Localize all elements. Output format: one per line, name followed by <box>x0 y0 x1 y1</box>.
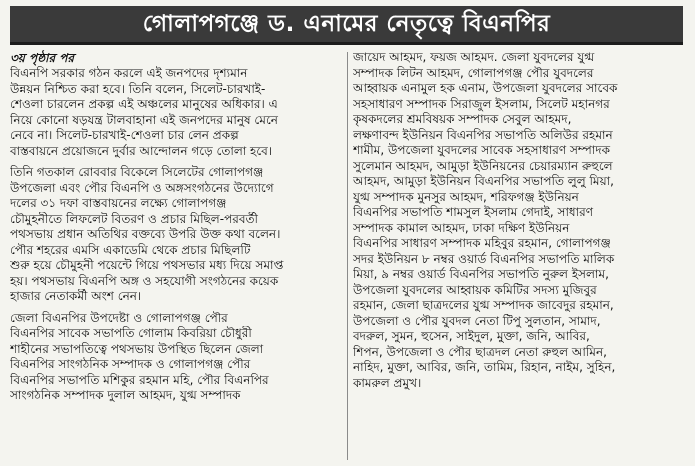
text-line: শামীম, উপজেলা যুবদলের সাবেক সহসাধারণ সম্পাদক <box>353 143 610 157</box>
column-divider <box>347 52 348 460</box>
text-line: নাহিদ, মুক্তা, আবির, জনি, তামিম, রিহান, নাইম, সুহিন, <box>353 360 616 374</box>
left-column <box>10 50 344 464</box>
text-line: আহমদ, আমুড়া ইউনিয়ন বিএনপির সভাপতি লুলু মিয়া, <box>353 174 614 188</box>
text-line: বিএনপির সভাপতি শামসুল ইসলাম গেদাই, সাধারণ <box>353 205 593 219</box>
text-line: শেওলা চারলেন প্রকল্প এই অঞ্চলের মানুষের অধিকার। এ <box>10 97 278 111</box>
headline: গোলাপগঞ্জে ড. এনামের নেতৃত্বে বিএনপির <box>142 11 551 37</box>
text-line: শুরু হয়ে চৌমুহনী পয়েন্টে গিয়ে পথসভার মধ্য দিয়ে সমাপ্ত <box>10 258 284 272</box>
text-line: চৌমুহনীতে লিফলেট বিতরণ ও প্রচার মিছিল-পরবর্তী <box>10 211 258 226</box>
text-line: বাস্তবায়নে প্রয়োজনে দুর্বার আন্দোলন গড়ে তোলা হবে। <box>10 143 273 158</box>
left-column-text <box>10 66 344 404</box>
text-line: রহমান, জেলা ছাত্রদলের যুগ্ম সম্পাদক জাবেদুর রহমান, <box>353 298 614 312</box>
text-line: তিনি গতকাল রোববার বিকেলে সিলেটের গোলাপগঞ্জ <box>10 165 264 179</box>
text-line: সম্পাদক লিটন আহমদ, গোলাপগঞ্জ পৌর যুবদলের <box>353 65 594 80</box>
text-line: হয়। পথসভায় বিএনপি অঙ্গ ও সহযোগী সংগঠনের কয়েক <box>10 273 279 288</box>
text-line: বিএনপির সভাপতি মশিকুর রহমান মহি, পৌর বিএনপির <box>10 372 269 387</box>
text-line: পৌর শহরের এমসি একাডেমি থেকে প্রচার মিছিলটি <box>10 242 251 257</box>
text-line: সুলেমান আহমদ, আমুড়া ইউনিয়নের চেয়ারম্যান রুহুলে <box>353 158 613 173</box>
text-line: হাজার নেতাকর্মী অংশ নেন। <box>10 289 142 303</box>
text-line: বিএনপি সরকার গঠন করলে এই জনপদের দৃশ্যমান <box>10 66 248 80</box>
text-line: নিয়ে কোনো ষড়যন্ত্র টালবাহানা এই জনপদের মানুষ মেনে <box>10 112 278 127</box>
text-line: সম্পাদক কামাল আহমদ, ঢাকা দক্ষিণ ইউনিয়ন <box>353 220 570 235</box>
text-line: কৃষকদলের শ্রমবিষয়ক সম্পাদক সেবুল আহমদ, <box>353 112 572 126</box>
text-line: শাহীনের সভাপতিত্বে পথসভায় উপস্থিত ছিলেন জেলা <box>10 341 264 356</box>
text-line: শিপন, উপজেলা ও পৌর ছাত্রদল নেতা রুহুল আমিন, <box>353 344 607 359</box>
headline-banner <box>10 6 683 45</box>
text-line: জায়েদ আহমদ, ফয়জ আহমদ. জেলা যুবদলের যুগ্ম <box>353 50 595 64</box>
text-line: বদরুল, সুমন, হুসেন, সাইদুল, মুক্তা, জনি, আবির, <box>353 329 590 343</box>
text-line: উপজেলা এবং পৌর বিএনপি ও অঙ্গসংগঠনের উদ্যোগে <box>10 180 274 195</box>
text-line: সাংগঠনিক সম্পাদক দুলাল আহমদ, যুগ্ম সম্পাদক <box>10 388 241 402</box>
text-line: কামরুল প্রমুখ। <box>353 375 422 390</box>
text-line: সদর ইউনিয়ন ৮ নম্বর ওয়ার্ড বিএনপির সভাপতি মালিক <box>353 251 615 266</box>
text-line: যুগ্ম সম্পাদক মুনসুর আহমদ, শরিফগঞ্জ ইউনিয়ন <box>353 189 579 204</box>
text-line: দলের ৩১ দফা বাস্তবায়নের লক্ষ্যে গোলাপগঞ্জ <box>10 196 227 210</box>
text-line: জেলা বিএনপির উপদেষ্টা ও গোলাপগঞ্জ পৌর <box>10 310 228 325</box>
text-line: লক্ষণাবন্দ ইউনিয়ন বিএনপির সভাপতি অলিউর রহমান <box>353 127 613 142</box>
text-line: বিএনপির সাবেক সভাপতি গোলাম কিবরিয়া চৌধুরী <box>10 326 252 340</box>
text-line: আহ্বায়ক এনামুল হক এনাম, উপজেলা যুবদলের সাবেক <box>353 81 618 95</box>
text-line: বিএনপির সাধারণ সম্পাদক মহিবুর রহমান, গোলাপগঞ্জ <box>353 236 611 250</box>
text-line: বিএনপির সাংগঠনিক সম্পাদক ও গোলাপগঞ্জ পৌর <box>10 357 251 371</box>
text-line: মিয়া, ৯ নম্বর ওয়ার্ড বিএনপির সভাপতি নুরুল ইসলাম, <box>353 267 609 281</box>
text-line: উপজেলা ও পৌর যুবদল নেতা টিপু সুলতান, সামাদ, <box>353 313 601 328</box>
text-line: সহসাধারণ সম্পাদক সিরাজুল ইসলাম, সিলেট মহানগর <box>353 96 610 111</box>
text-line: নেবে না। সিলেট-চারখাই-শেওলা চার লেন প্রকল্প <box>10 128 239 142</box>
continued-from-label: ৩য় পৃষ্ঠার পর <box>10 51 75 65</box>
text-line: উপজেলা যুবদলের আহ্বায়ক কমিটির সদস্য মুজিবুর <box>353 282 597 297</box>
text-line: উন্নয়ন নিশ্চিত করা হবে। তিনি বলেন, সিলেট-চারখাই- <box>10 81 266 96</box>
text-line: পথসভায় প্রধান অতিথির বক্তব্যে উপরি উক্ত কথা বলেন। <box>10 227 281 241</box>
right-column-text <box>353 50 685 391</box>
right-column <box>353 50 685 464</box>
